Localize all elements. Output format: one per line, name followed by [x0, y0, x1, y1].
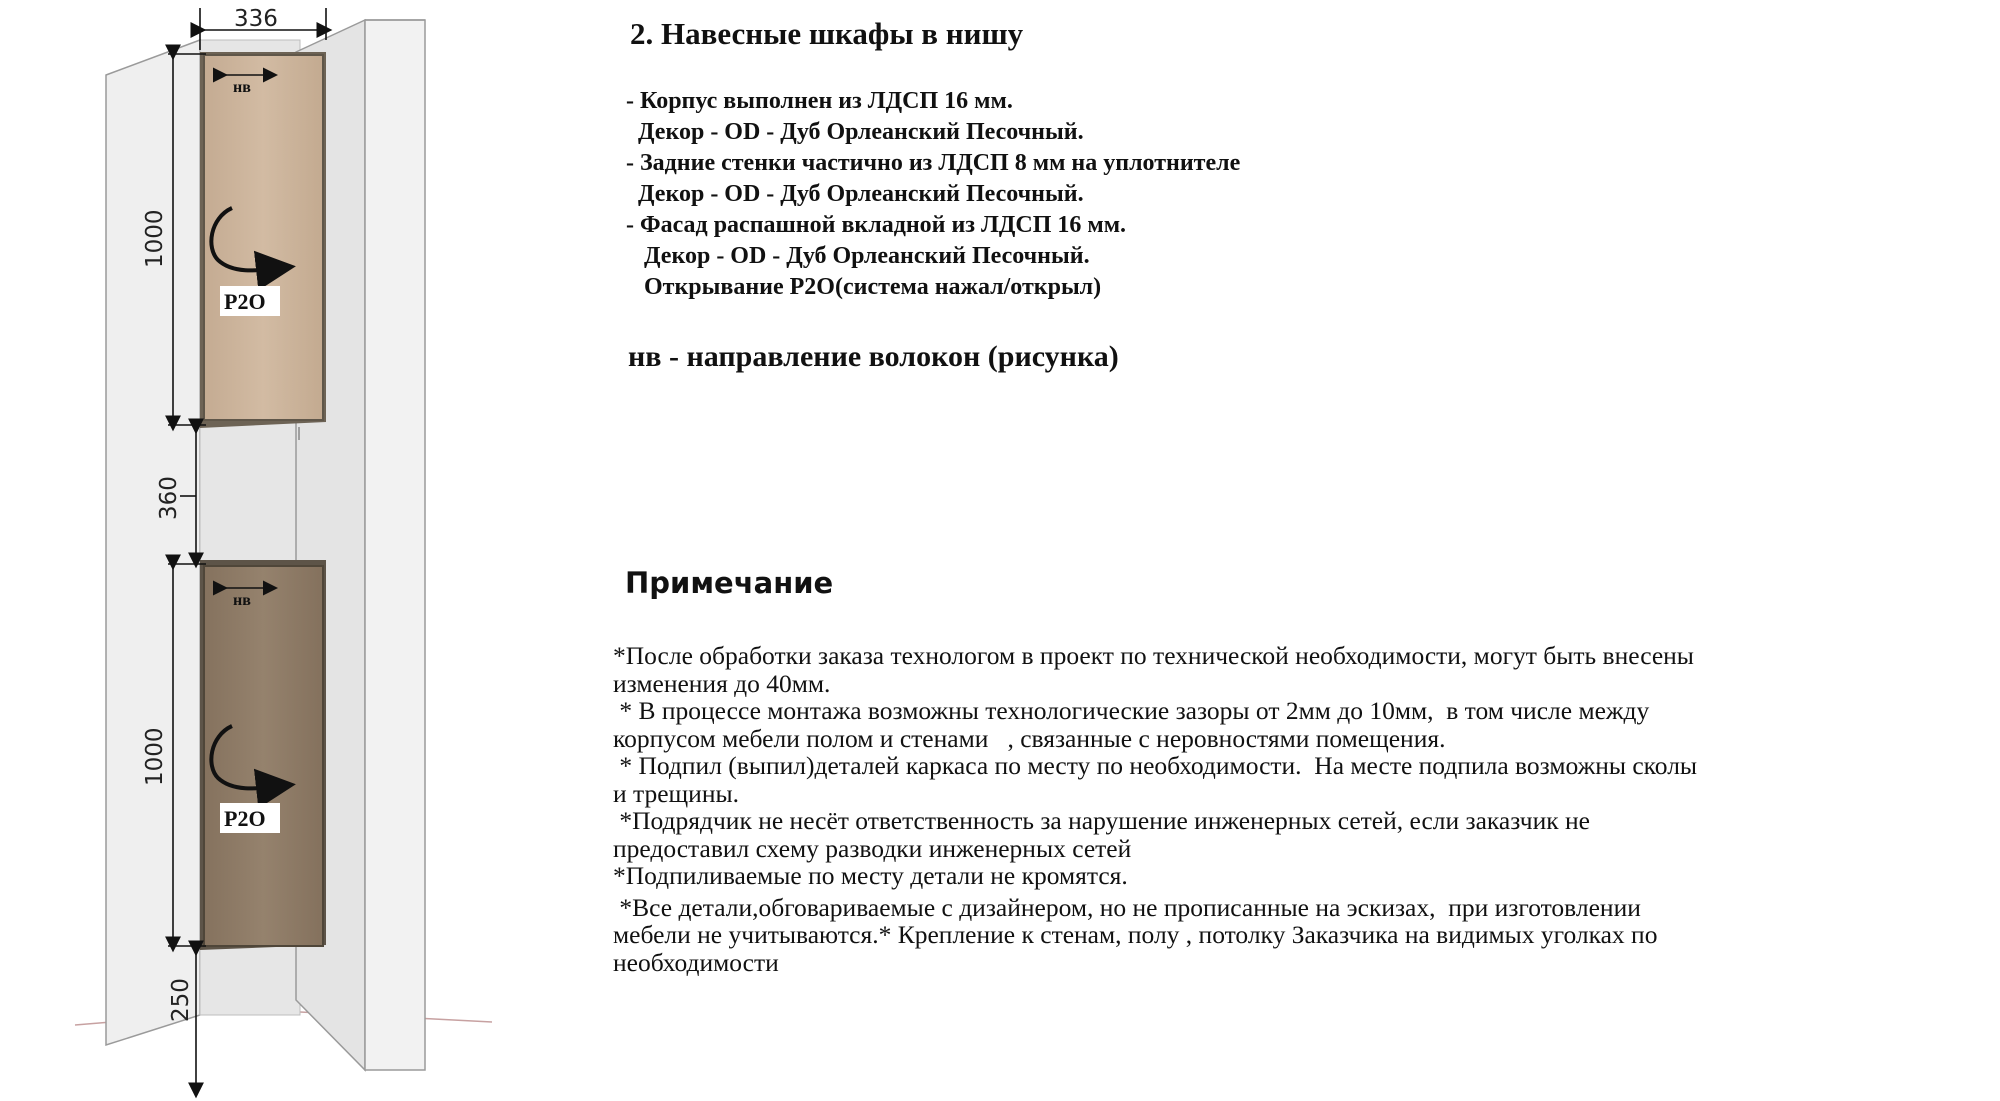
notes-list — [613, 642, 1933, 976]
spec-line: - Задние стенки частично из ЛДСП 8 мм на уплотнителе — [626, 150, 1241, 176]
lower-facade[interactable] — [204, 566, 323, 946]
note-item: *Все детали,обговариваемые с дизайнером, но не прописанные на эскизах, при изготовлении мебели не учитываются.* Крепление к стенам, полу , потолку Заказчика на видимых уголках по необходимости — [613, 892, 1658, 977]
spec-line: - Фасад распашной вкладной из ЛДСП 16 мм. — [626, 212, 1127, 238]
dimension-bottom: 250 — [168, 978, 194, 1022]
opening-label: P2O — [224, 289, 266, 314]
spec-line: - Корпус выполнен из ЛДСП 16 мм. — [626, 88, 1013, 114]
opening-label: P2O — [224, 806, 266, 831]
upper-cabinet — [200, 52, 326, 440]
dimension-lower-height: 1000 — [142, 727, 168, 786]
spec-title: 2. Навесные шкафы в нишу — [630, 16, 1024, 51]
spec-line: Открывание P2O(система нажал/открыл) — [626, 274, 1102, 300]
note-item: * Подпил (выпил)деталей каркаса по месту по необходимости. На месте подпила возможны сколы и трещины. — [613, 751, 1698, 808]
spec-line: Декор - OD - Дуб Орлеанский Песочный. — [626, 243, 1090, 269]
grain-label: нв — [233, 592, 251, 609]
spec-block — [626, 16, 1926, 303]
right-wall-front — [365, 20, 425, 1070]
note-item: *Подрядчик не несёт ответственность за нарушение инженерных сетей, если заказчик не предоставил схему разводки инженерных сетей — [613, 806, 1590, 863]
note-item: *Подпиливаемые по месту детали не кромятся. — [613, 861, 1128, 890]
upper-facade[interactable] — [204, 55, 323, 420]
dimension-width-top: 336 — [234, 6, 278, 32]
cabinet-drawing — [0, 0, 600, 1101]
notes-title: Примечание — [625, 566, 834, 600]
grain-legend: нв - направление волокон (рисунка) — [628, 340, 1119, 373]
spec-line: Декор - OD - Дуб Орлеанский Песочный. — [626, 181, 1084, 207]
spec-line: Декор - OD - Дуб Орлеанский Песочный. — [626, 119, 1084, 145]
dimension-upper-height: 1000 — [142, 209, 168, 268]
left-wall — [106, 40, 200, 1045]
note-item: *После обработки заказа технологом в проект по технической необходимости, могут быть внесены изменения до 40мм. — [613, 641, 1694, 698]
grain-label: нв — [233, 79, 251, 96]
dimension-gap: 360 — [156, 476, 182, 520]
lower-cabinet — [200, 560, 326, 950]
note-item: * В процессе монтажа возможны технологические зазоры от 2мм до 10мм, в том числе между корпусом мебели полом и стенами , связанные с неровностями помещения. — [613, 696, 1650, 753]
